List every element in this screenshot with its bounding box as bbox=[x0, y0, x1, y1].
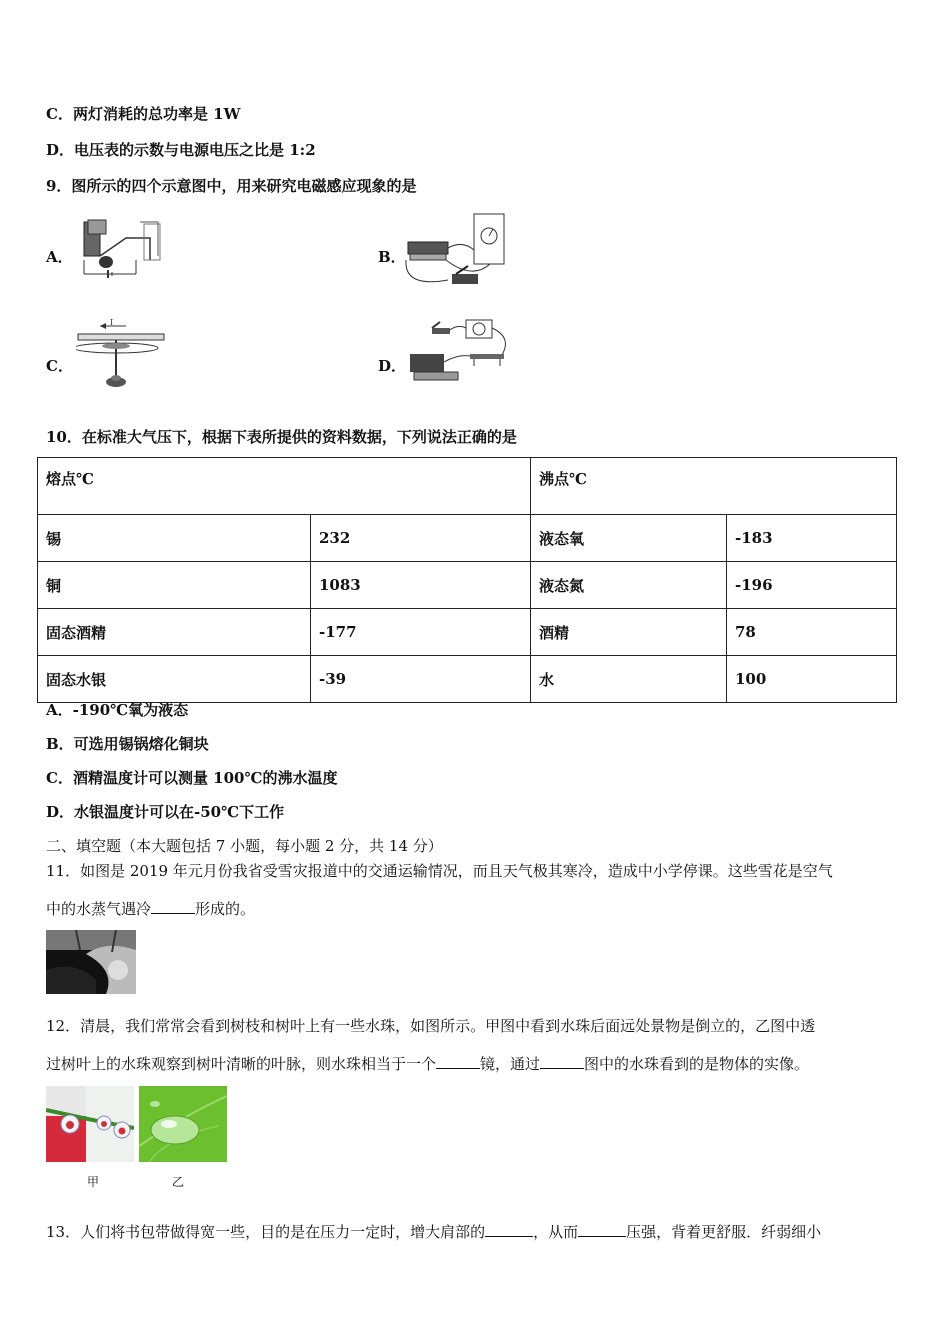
header-melting-point: 熔点℃ bbox=[38, 458, 531, 515]
q13-line1 bbox=[46, 1221, 821, 1242]
table-cell: 液态氮 bbox=[531, 562, 727, 609]
q11-line2 bbox=[46, 898, 255, 919]
table-cell: 100 bbox=[727, 656, 897, 703]
table-cell: -183 bbox=[727, 515, 897, 562]
q11-line1: 11．如图是 2019 年元月份我省受雪灾报道中的交通运输情况，而且天气极其寒冷，造成中小学停课。这些雪花是空气 bbox=[46, 862, 833, 880]
section-title: 二、填空题（本大题包括 7 小题，每小题 2 分，共 14 分） bbox=[46, 837, 443, 855]
q12-text-c: 图中的水珠看到的是物体的实像。 bbox=[584, 1055, 810, 1073]
q9-figure-c bbox=[76, 316, 166, 398]
q11-text-before-blank: 中的水蒸气遇冷 bbox=[46, 900, 152, 918]
answer-blank bbox=[578, 1222, 626, 1237]
table-cell: 铜 bbox=[38, 562, 311, 609]
q10-question: 10．在标准大气压下，根据下表所提供的资料数据，下列说法正确的是 bbox=[46, 428, 517, 446]
caption-yi: 乙 bbox=[172, 1175, 185, 1189]
table-row bbox=[38, 562, 897, 609]
q10-option-d: D．水银温度计可以在-50℃下工作 bbox=[46, 803, 285, 821]
q9-label-a: A． bbox=[46, 248, 73, 266]
table-cell: 锡 bbox=[38, 515, 311, 562]
table-cell: 固态水银 bbox=[38, 656, 311, 703]
q12-photo-yi bbox=[139, 1086, 227, 1166]
q9-figure-a bbox=[80, 216, 168, 292]
q12-text-a: 过树叶上的水珠观察到树叶清晰的叶脉，则水珠相当于一个 bbox=[46, 1055, 437, 1073]
q11-snow-photo bbox=[46, 930, 136, 998]
table-cell: 固态酒精 bbox=[38, 609, 311, 656]
q9-figure-b bbox=[402, 210, 514, 298]
table-row bbox=[38, 515, 897, 562]
q11-text-after-blank: 形成的。 bbox=[195, 900, 256, 918]
table-cell: 水 bbox=[531, 656, 727, 703]
caption-jia: 甲 bbox=[87, 1175, 100, 1189]
table-cell: 78 bbox=[727, 609, 897, 656]
q9-question: 9．图所示的四个示意图中，用来研究电磁感应现象的是 bbox=[46, 177, 417, 195]
answer-blank bbox=[436, 1054, 480, 1069]
table-cell: 酒精 bbox=[531, 609, 727, 656]
table-cell: -39 bbox=[311, 656, 531, 703]
table-cell: -196 bbox=[727, 562, 897, 609]
q10-option-a: A．-190℃氧为液态 bbox=[46, 701, 189, 719]
q9-label-d: D． bbox=[378, 357, 407, 375]
q8-option-c: C．两灯消耗的总功率是 1W bbox=[46, 105, 241, 123]
table-row bbox=[38, 609, 897, 656]
q12-text-b: 镜，通过 bbox=[480, 1055, 541, 1073]
table-cell: 1083 bbox=[311, 562, 531, 609]
answer-blank bbox=[151, 899, 195, 914]
table-row bbox=[38, 656, 897, 703]
table-header-row bbox=[38, 458, 897, 515]
table-cell: -177 bbox=[311, 609, 531, 656]
q10-option-c: C．酒精温度计可以测量 100℃的沸水温度 bbox=[46, 769, 338, 787]
q8-option-d: D．电压表的示数与电源电压之比是 1:2 bbox=[46, 141, 316, 159]
header-boiling-point: 沸点℃ bbox=[531, 458, 897, 515]
q9-label-c: C． bbox=[46, 357, 73, 375]
q10-option-b: B．可选用锡锅熔化铜块 bbox=[46, 735, 209, 753]
table-cell: 液态氧 bbox=[531, 515, 727, 562]
q12-line2 bbox=[46, 1053, 809, 1074]
svg-text:I: I bbox=[110, 318, 114, 327]
q13-text-b: ，从而 bbox=[533, 1223, 579, 1241]
q13-text-c: 压强，背着更舒服．纤弱细小 bbox=[626, 1223, 822, 1241]
q9-figure-d bbox=[404, 314, 516, 390]
q13-text-a: 13．人们将书包带做得宽一些，目的是在压力一定时，增大肩部的 bbox=[46, 1223, 486, 1241]
answer-blank bbox=[485, 1222, 533, 1237]
table-cell: 232 bbox=[311, 515, 531, 562]
answer-blank bbox=[540, 1054, 584, 1069]
q9-label-b: B． bbox=[378, 248, 406, 266]
melting-boiling-table bbox=[37, 457, 897, 703]
q12-photo-jia bbox=[46, 1086, 134, 1166]
q12-line1: 12．清晨，我们常常会看到树枝和树叶上有一些水珠，如图所示。甲图中看到水珠后面远处景物是倒立的，乙图中透 bbox=[46, 1017, 816, 1035]
